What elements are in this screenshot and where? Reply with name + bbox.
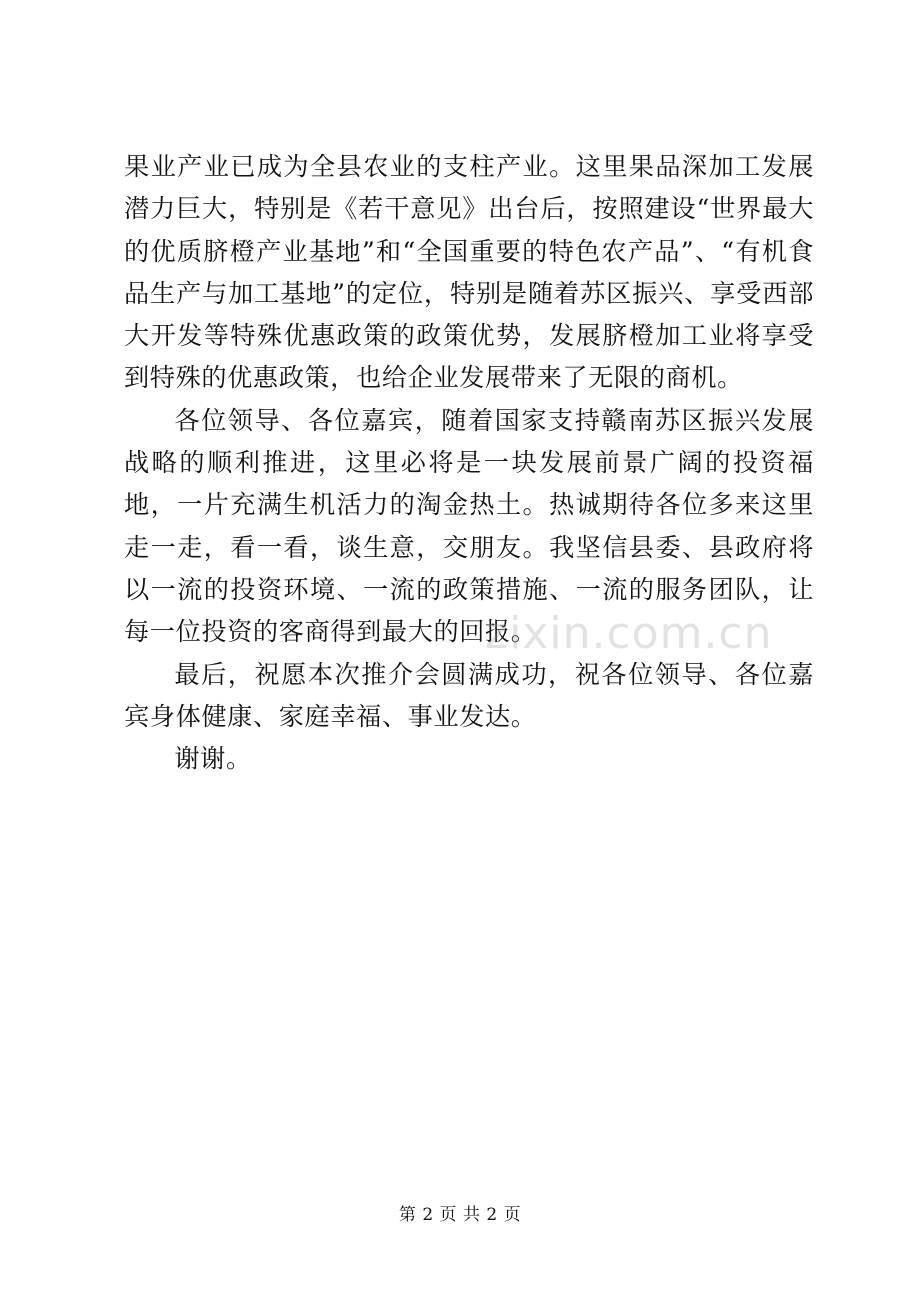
paragraph-thanks: 谢谢。 xyxy=(174,744,252,774)
paragraph-continuation: 果业产业已成为全县农业的支柱产业。这里果品深加工发展潜力巨大，特别是《若干意见》出台后，按照建设“世界最大的优质脐橙产业基地”和“全国重要的特色农产品”、“有机食品生产与加工基地”的定位，特别是随着苏区振兴、享受西部大开发等特殊优惠政策的政策优势，发展脐橙加工业将享受到特殊的优惠政策，也给企业发展带来了无限的商机。 xyxy=(124,152,814,393)
document-body xyxy=(124,146,814,780)
paragraph-closing-wishes: 最后，祝愿本次推介会圆满成功，祝各位领导、各位嘉宾身体健康、家庭幸福、事业发达。 xyxy=(124,659,814,731)
paragraph-investment-outlook: 各位领导、各位嘉宾，随着国家支持赣南苏区振兴发展战略的顺利推进，这里必将是一块发展前景广阔的投资福地，一片充满生机活力的淘金热土。热诚期待各位多来这里走一走，看一看，谈生意，交朋友。我坚信县委、县政府将以一流的投资环境、一流的政策措施、一流的服务团队，让每一位投资的客商得到最大的回报。 xyxy=(124,405,814,647)
watermark: zixin.com.cn xyxy=(485,608,773,659)
page-number-footer: 第 2 页 共 2 页 xyxy=(398,1205,522,1225)
